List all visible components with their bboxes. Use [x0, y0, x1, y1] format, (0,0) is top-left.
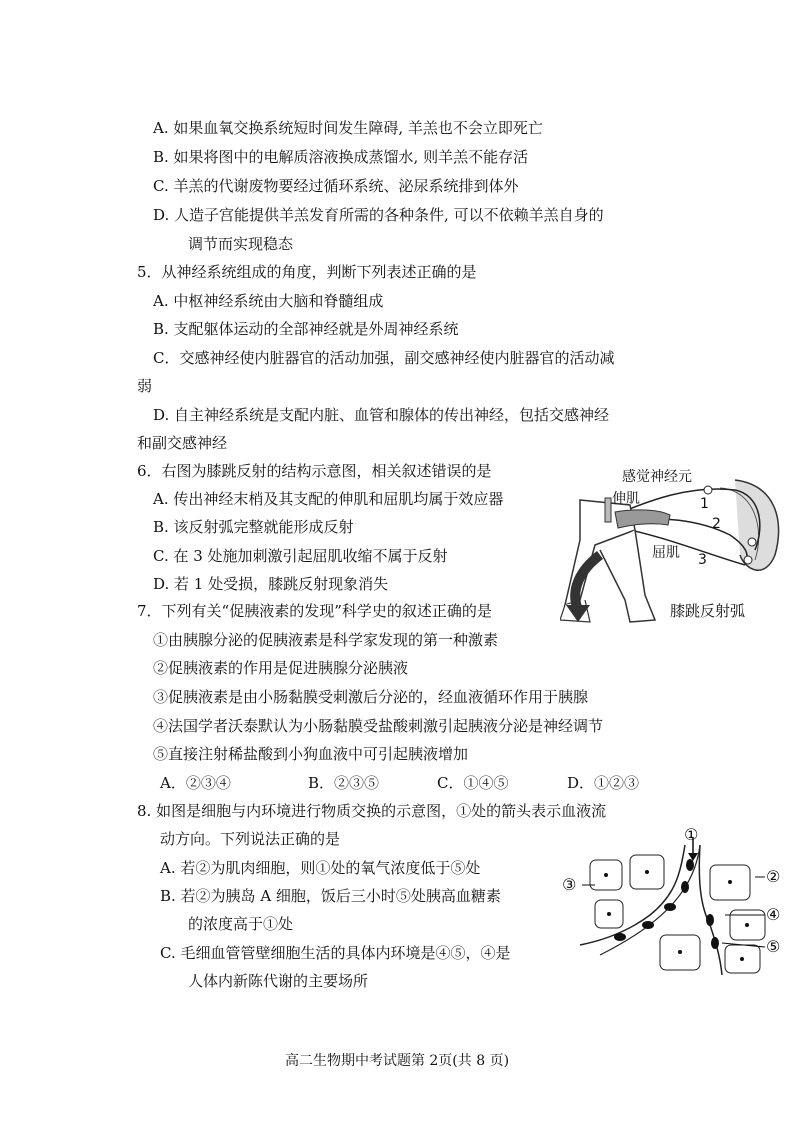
q7-choice-d: D．①②③	[567, 774, 640, 792]
q7-item-2: ②促胰液素的作用是促进胰腺分泌胰液	[153, 659, 409, 677]
q5-option-d-cont: 和副交感神经	[137, 434, 228, 452]
q7-item-4: ④法国学者沃泰默认为小肠黏膜受盐酸刺激引起胰液分泌是神经调节	[153, 717, 604, 735]
q4-option-d-cont: 调节而实现稳态	[188, 235, 294, 253]
label-circle-3: ③	[562, 875, 577, 894]
label-circle-2: ②	[766, 867, 781, 886]
label-extensor: 伸肌	[612, 491, 640, 507]
page-footer: 高二生物期中考试题第 2页(共 8 页)	[284, 1053, 510, 1069]
q4-option-c: C. 羊羔的代谢废物要经过循环系统、泌尿系统排到体外	[153, 177, 519, 195]
q4-option-d: D. 人造子宫能提供羊羔发育所需的各种条件, 可以不依赖羊羔自身的	[153, 206, 604, 224]
q7-choice-a: A．②③④	[160, 774, 231, 792]
q5-option-c: C．交感神经使内脏器官的活动加强，副交感神经使内脏器官的活动减	[153, 349, 615, 367]
q5-stem: 5．从神经系统组成的角度，判断下列表述正确的是	[137, 263, 477, 281]
label-1: 1	[700, 496, 709, 512]
label-2: 2	[712, 516, 721, 532]
q5-option-a: A. 中枢神经系统由大脑和脊髓组成	[153, 292, 384, 310]
q7-stem: 7．下列有关“促胰液素的发现”科学史的叙述正确的是	[137, 602, 492, 620]
q8-option-c: C. 毛细血管管壁细胞生活的具体内环境是④⑤，④是	[160, 944, 511, 962]
q6-option-a: A. 传出神经末梢及其支配的伸肌和屈肌均属于效应器	[153, 490, 504, 508]
label-circle-1: ①	[684, 825, 699, 844]
q4-option-a: A. 如果血氧交换系统短时间发生障碍, 羊羔也不会立即死亡	[153, 119, 543, 137]
label-flexor: 屈肌	[652, 545, 680, 561]
q6-option-d: D. 若 1 处受损，膝跳反射现象消失	[153, 575, 389, 593]
q5-option-b: B. 支配躯体运动的全部神经就是外周神经系统	[153, 320, 459, 338]
label-circle-5: ⑤	[766, 937, 781, 956]
label-sensory-neuron: 感觉神经元	[622, 469, 692, 485]
q8-option-b-cont: 的浓度高于①处	[188, 915, 294, 933]
q4-option-b: B. 如果将图中的电解质溶液换成蒸馏水, 则羊羔不能存活	[153, 148, 529, 166]
tissue-exchange-diagram	[560, 825, 790, 980]
q8-option-c-cont: 人体内新陈代谢的主要场所	[188, 972, 369, 990]
q7-item-5: ⑤直接注射稀盐酸到小狗血液中可引起胰液增加	[153, 745, 469, 763]
q6-stem: 6．右图为膝跳反射的结构示意图，相关叙述错误的是	[137, 462, 492, 480]
q6-option-c: C. 在 3 处施加刺激引起屈肌收缩不属于反射	[153, 547, 448, 565]
q7-item-1: ①由胰腺分泌的促胰液素是科学家发现的第一种激素	[153, 631, 499, 649]
q6-option-b: B. 该反射弧完整就能形成反射	[153, 518, 354, 536]
figure-caption: 膝跳反射弧	[670, 602, 746, 620]
q8-stem-cont: 动方向。下列说法正确的是	[160, 830, 341, 848]
q8-option-a: A. 若②为肌肉细胞，则①处的氧气浓度低于⑤处	[160, 859, 481, 877]
q7-choice-c: C．①④⑤	[437, 774, 509, 792]
q5-option-d: D. 自主神经系统是支配内脏、血管和腺体的传出神经，包括交感神经	[153, 406, 610, 424]
q8-option-b: B. 若②为胰岛 A 细胞，饭后三小时⑤处胰高血糖素	[160, 887, 501, 905]
q5-option-c-cont: 弱	[137, 377, 153, 395]
tissue-exchange-figure	[560, 825, 790, 980]
label-3: 3	[698, 552, 707, 568]
q7-item-3: ③促胰液素是由小肠黏膜受刺激后分泌的，经血液循环作用于胰腺	[153, 688, 589, 706]
q7-choice-b: B．②③⑤	[308, 774, 380, 792]
q8-stem: 8. 如图是细胞与内环境进行物质交换的示意图，①处的箭头表示血液流	[137, 802, 607, 820]
knee-reflex-figure	[560, 460, 794, 630]
label-circle-4: ④	[766, 905, 781, 924]
